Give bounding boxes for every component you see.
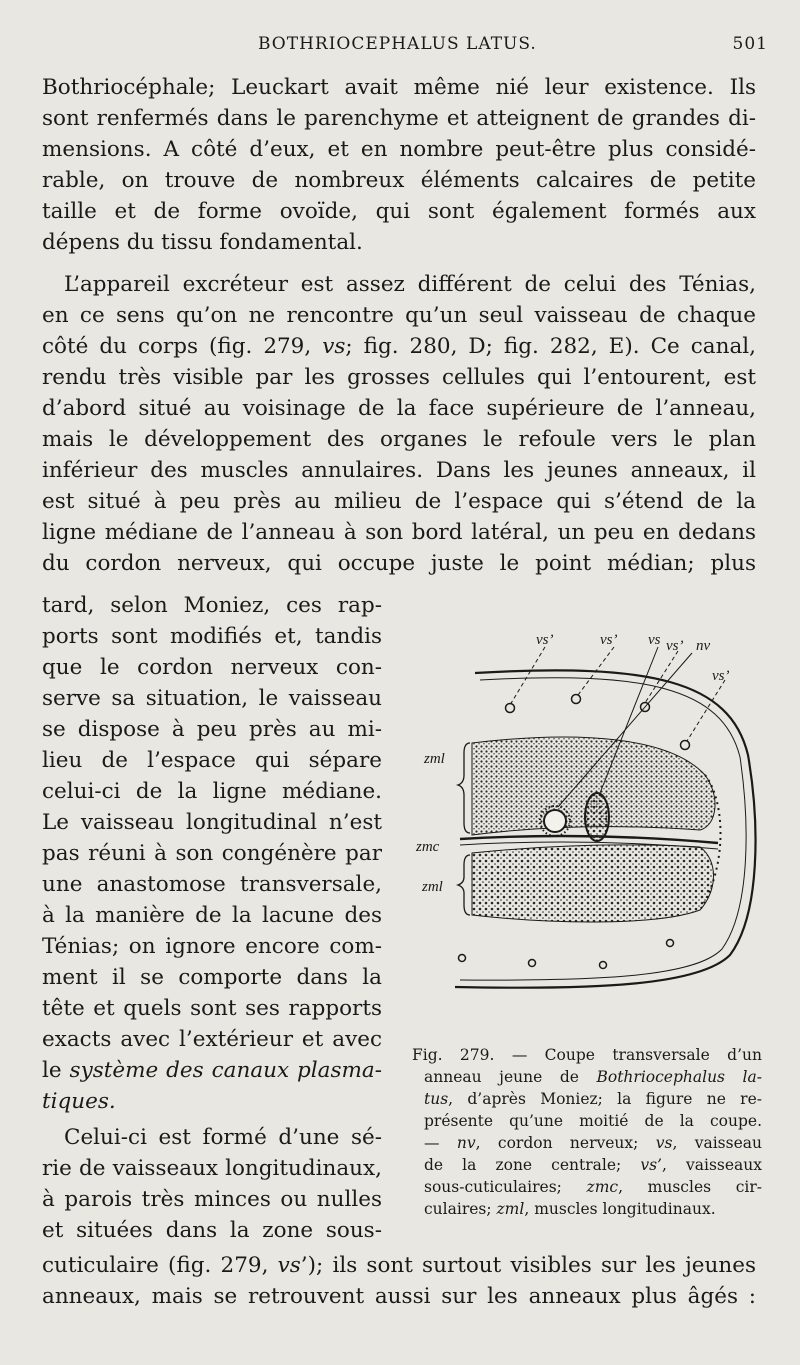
caption-run: culaires; <box>424 1200 497 1218</box>
text-run-italic: vs <box>277 1253 301 1278</box>
text-line <box>42 331 756 362</box>
brace-lower <box>458 855 470 915</box>
text-line: rendu très visible par les grosses cellules qui l’entourent, est <box>42 365 756 390</box>
central-vessel <box>544 810 566 832</box>
text-line: mais le développement des organes le refoule vers le plan <box>42 427 756 452</box>
text-run: ; fig. 280, D; fig. 282, E). Ce canal, <box>345 334 756 359</box>
text-run: ’); ils sont surtout visibles sur les jeunes <box>300 1253 756 1278</box>
text-line: L’appareil excréteur est assez différent de celui des Ténias, <box>64 272 756 297</box>
caption-line <box>412 1066 762 1088</box>
text-line: à parois très minces ou nulles <box>42 1187 382 1212</box>
text-line: d’abord situé au voisinage de la face supérieure de l’anneau, <box>42 396 756 421</box>
caption-line <box>412 1176 762 1198</box>
label-vs-prime: vs’ <box>536 632 554 648</box>
label-vs: vs <box>648 632 661 648</box>
subcuticular-vessel <box>572 695 581 704</box>
text-line: Celui-ci est formé d’une sé- <box>64 1125 382 1150</box>
lower-muscle-zone <box>472 845 714 922</box>
text-line: sont renfermés dans le parenchyme et atteignent de grandes di- <box>42 106 756 131</box>
text-run: le <box>42 1058 70 1083</box>
nerve-cord <box>585 793 609 841</box>
text-run: côté du corps (fig. 279, <box>42 334 323 359</box>
text-line: et situées dans la zone sous- <box>42 1218 382 1243</box>
caption-run-italic: Bothriocephalus la- <box>596 1068 762 1086</box>
text-line: rie de vaisseaux longitudinaux, <box>42 1156 382 1181</box>
caption-line <box>412 1154 762 1176</box>
figure-illustration <box>400 625 770 1035</box>
caption-run: , muscles longitudinaux. <box>524 1200 716 1218</box>
page-number: 501 <box>732 34 768 54</box>
subcuticular-vessel <box>459 955 466 962</box>
text-line: serve sa situation, le vaisseau <box>42 686 382 711</box>
caption-line <box>412 1132 762 1154</box>
caption-run-italic: zmc <box>586 1178 619 1196</box>
caption-run-italic: vs <box>655 1134 673 1152</box>
caption-line <box>412 1198 762 1220</box>
subcuticular-vessel <box>681 741 690 750</box>
caption-run-italic: nv <box>456 1134 476 1152</box>
text-run: cuticulaire (fig. 279, <box>42 1253 278 1278</box>
caption-run: anneau jeune de <box>424 1068 597 1086</box>
caption-run: , vaisseaux <box>661 1156 762 1174</box>
text-line <box>42 1055 382 1086</box>
caption-run-italic: vs’ <box>640 1156 662 1174</box>
text-line: ports sont modifiés et, tandis <box>42 624 382 649</box>
text-run-italic: tiques. <box>42 1089 116 1114</box>
caption-run: , cordon nerveux; <box>475 1134 656 1152</box>
text-line: que le cordon nerveux con- <box>42 655 382 680</box>
label-zml: zml <box>424 751 445 767</box>
figure-279 <box>400 625 770 1035</box>
caption-run: , vaisseau <box>672 1134 762 1152</box>
text-line: taille et de forme ovoïde, qui sont également formés aux <box>42 199 756 224</box>
caption-run: sous-cuticulaires; <box>424 1178 587 1196</box>
text-line: ment il se comporte dans la <box>42 965 382 990</box>
text-line: du cordon nerveux, qui occupe juste le point médian; plus <box>42 551 756 576</box>
text-line: une anastomose transversale, <box>42 872 382 897</box>
text-line: exacts avec l’extérieur et avec <box>42 1027 382 1052</box>
text-line: mensions. A côté d’eux, et en nombre peut-être plus considé- <box>42 137 756 162</box>
running-header <box>42 34 768 62</box>
text-line: tête et quels sont ses rapports <box>42 996 382 1021</box>
label-zml: zml <box>422 879 443 895</box>
label-vs-prime: vs’ <box>666 638 684 654</box>
text-run-italic: vs <box>322 334 346 359</box>
caption-run: de la zone centrale; <box>424 1156 641 1174</box>
text-line: Le vaisseau longitudinal n’est <box>42 810 382 835</box>
text-line: celui-ci de la ligne médiane. <box>42 779 382 804</box>
text-line: pas réuni à son congénère par <box>42 841 382 866</box>
text-line: inférieur des muscles annulaires. Dans les jeunes anneaux, il <box>42 458 756 483</box>
caption-run: , d’après Moniez; la figure ne re- <box>448 1090 762 1108</box>
text-line: Bothriocéphale; Leuckart avait même nié leur existence. Ils <box>42 75 756 100</box>
label-zmc: zmc <box>416 839 440 855</box>
subcuticular-vessel <box>600 962 607 969</box>
caption-run-italic: zml <box>496 1200 525 1218</box>
subcuticular-vessel <box>506 704 515 713</box>
figure-caption <box>412 1044 762 1220</box>
caption-line: Fig. 279. — Coupe transversale d’un <box>412 1046 762 1064</box>
caption-line: présente qu’une moitié de la coupe. <box>424 1112 762 1130</box>
subcuticular-vessel <box>667 940 674 947</box>
text-line: dépens du tissu fondamental. <box>42 230 363 255</box>
text-line: lieu de l’espace qui sépare <box>42 748 382 773</box>
label-nv: nv <box>696 638 711 654</box>
caption-line <box>412 1088 762 1110</box>
text-line: Ténias; on ignore encore com- <box>42 934 382 959</box>
text-line: tard, selon Moniez, ces rap- <box>42 593 382 618</box>
label-vs-prime: vs’ <box>600 632 618 648</box>
leader-line <box>510 647 545 705</box>
text-line <box>42 1086 382 1117</box>
text-line <box>42 1250 756 1281</box>
text-line: à la manière de la lacune des <box>42 903 382 928</box>
label-vs-prime: vs’ <box>712 668 730 684</box>
running-title: BOTHRIOCEPHALUS LATUS. <box>258 34 537 54</box>
subcuticular-vessel <box>529 960 536 967</box>
text-run-italic: système des canaux plasma- <box>69 1058 382 1083</box>
text-line: anneaux, mais se retrouvent aussi sur les anneaux plus âgés : <box>42 1284 756 1309</box>
text-line: est situé à peu près au milieu de l’espace qui s’étend de la <box>42 489 756 514</box>
text-line: se dispose à peu près au mi- <box>42 717 382 742</box>
text-line: en ce sens qu’on ne rencontre qu’un seul vaisseau de chaque <box>42 303 756 328</box>
brace-upper <box>458 743 470 833</box>
caption-run: , muscles cir- <box>618 1178 762 1196</box>
caption-run: — <box>424 1134 457 1152</box>
text-line: ligne médiane de l’anneau à son bord latéral, un peu en dedans <box>42 520 756 545</box>
text-line: rable, on trouve de nombreux éléments calcaires de petite <box>42 168 756 193</box>
caption-run-italic: tus <box>424 1090 449 1108</box>
